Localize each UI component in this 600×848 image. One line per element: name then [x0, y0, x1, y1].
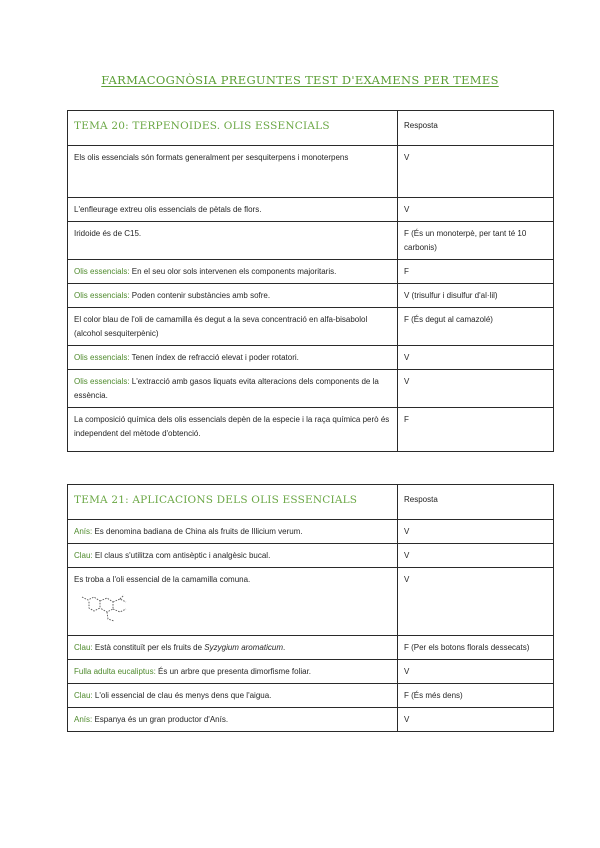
table-header-cell: [68, 111, 398, 146]
answer-cell: [398, 260, 554, 284]
table-row: [68, 684, 554, 708]
answer-text: V: [404, 667, 410, 676]
question-label: Olis essencials:: [74, 267, 130, 276]
answer-text: V: [404, 715, 410, 724]
question-label: Olis essencials:: [74, 377, 130, 386]
answer-text: V: [404, 353, 410, 362]
answer-cell: [398, 684, 554, 708]
question-text: Es troba a l'oli essencial de la camamilla comuna.: [74, 575, 251, 584]
answer-text: F (És més dens): [404, 691, 463, 700]
table-row: [68, 198, 554, 222]
question-text: Poden contenir substàncies amb sofre.: [129, 291, 271, 300]
species-name: Syzygium aromaticum: [204, 643, 283, 652]
answer-cell: [398, 222, 554, 260]
answer-cell: [398, 284, 554, 308]
answer-text: V: [404, 575, 410, 584]
question-cell: [68, 684, 398, 708]
answer-text: V: [404, 153, 410, 162]
answer-cell: [398, 408, 554, 452]
question-cell: [68, 708, 398, 732]
table-header-row: [68, 111, 554, 146]
question-text: Espanya és un gran productor d'Anís.: [92, 715, 229, 724]
table-row: [68, 568, 554, 636]
question-text: L'extracció amb gasos liquats evita alteracions dels components de la essència.: [74, 377, 379, 400]
table-row: [68, 708, 554, 732]
question-cell: [68, 520, 398, 544]
table-row: [68, 408, 554, 452]
document-title: FARMACOGNÒSIA PREGUNTES TEST D'EXAMENS PER TEMES: [101, 73, 499, 87]
tema20-title: TEMA 20: TERPENOIDES. OLIS ESSENCIALS: [74, 120, 330, 132]
answer-cell: [398, 520, 554, 544]
question-text-end: .: [282, 643, 286, 652]
question-cell: [68, 346, 398, 370]
answer-text: V: [404, 527, 410, 536]
table-row: [68, 636, 554, 660]
answer-text: V: [404, 551, 410, 560]
question-cell: [68, 222, 398, 260]
question-label: Anís:: [74, 715, 93, 724]
answer-header-cell: [398, 111, 554, 146]
answer-cell: [398, 636, 554, 660]
table-header-row: [68, 485, 554, 520]
table-row: [68, 544, 554, 568]
question-cell: [68, 660, 398, 684]
answer-cell: [398, 708, 554, 732]
answer-text: V: [404, 205, 410, 214]
question-cell: [68, 146, 398, 198]
answer-text: F (Per els botons florals dessecats): [404, 643, 530, 652]
question-cell: [68, 198, 398, 222]
answer-text: V: [404, 377, 410, 386]
table-row: [68, 370, 554, 408]
table-row: [68, 146, 554, 198]
answer-header: Resposta: [404, 495, 438, 504]
question-label: Olis essencials:: [74, 291, 130, 300]
table-row: [68, 222, 554, 260]
table-row: [68, 520, 554, 544]
question-cell: [68, 260, 398, 284]
table-row: [68, 308, 554, 346]
question-cell: [68, 544, 398, 568]
question-text: Els olis essencials són formats generalment per sesquiterpens i monoterpens: [74, 153, 349, 162]
answer-text: F (És un monoterpè, per tant té 10 carbonis): [404, 229, 527, 252]
table-row: [68, 346, 554, 370]
answer-text: V (trisulfur i disulfur d'al·lil): [404, 291, 498, 300]
answer-cell: [398, 346, 554, 370]
question-text: L'oli essencial de clau és menys dens que l'aigua.: [92, 691, 272, 700]
answer-cell: [398, 198, 554, 222]
question-cell: [68, 568, 398, 636]
answer-cell: [398, 660, 554, 684]
table-row: [68, 660, 554, 684]
question-text: Es denomina badiana de China als fruits de Illicium verum.: [92, 527, 303, 536]
tema21-table: [67, 484, 554, 732]
answer-cell: [398, 370, 554, 408]
question-text: En el seu olor sols intervenen els components majoritaris.: [129, 267, 337, 276]
tema21-title: TEMA 21: APLICACIONS DELS OLIS ESSENCIALS: [74, 494, 358, 506]
answer-text: F: [404, 267, 409, 276]
answer-cell: [398, 146, 554, 198]
question-text: És un arbre que presenta dimorfisme foliar.: [155, 667, 312, 676]
answer-text: F (És degut al camazolé): [404, 315, 493, 324]
answer-cell: [398, 308, 554, 346]
question-cell: [68, 284, 398, 308]
question-cell: [68, 308, 398, 346]
answer-header-cell: [398, 485, 554, 520]
question-cell: [68, 370, 398, 408]
table-row: [68, 260, 554, 284]
tema20-table: [67, 110, 554, 452]
question-label: Clau:: [74, 551, 93, 560]
question-label: Clau:: [74, 643, 93, 652]
answer-text: F: [404, 415, 409, 424]
question-cell: [68, 408, 398, 452]
answer-cell: [398, 568, 554, 636]
question-label: Fulla adulta eucaliptus:: [74, 667, 156, 676]
molecule-structure-icon: [80, 593, 136, 623]
question-text: Tenen índex de refracció elevat i poder rotatori.: [129, 353, 299, 362]
question-label: Olis essencials:: [74, 353, 130, 362]
question-text: Iridoide és de C15.: [74, 229, 142, 238]
table-row: [68, 284, 554, 308]
question-text: L'enfleurage extreu olis essencials de pètals de flors.: [74, 205, 262, 214]
question-label: Clau:: [74, 691, 93, 700]
question-text: El color blau de l'oli de camamilla és degut a la seva concentració en alfa-bisabolol (alcohol sesquiterpènic): [74, 315, 368, 338]
table-header-cell: [68, 485, 398, 520]
question-text: El claus s'utilitza com antisèptic i analgèsic bucal.: [92, 551, 271, 560]
question-cell: [68, 636, 398, 660]
answer-header: Resposta: [404, 121, 438, 130]
answer-cell: [398, 544, 554, 568]
question-text: Està constituït per els fruits de: [92, 643, 205, 652]
question-text: La composició química dels olis essencials depèn de la especie i la raça química però és independent del mètode d'obtenció.: [74, 415, 390, 438]
question-label: Anís:: [74, 527, 93, 536]
